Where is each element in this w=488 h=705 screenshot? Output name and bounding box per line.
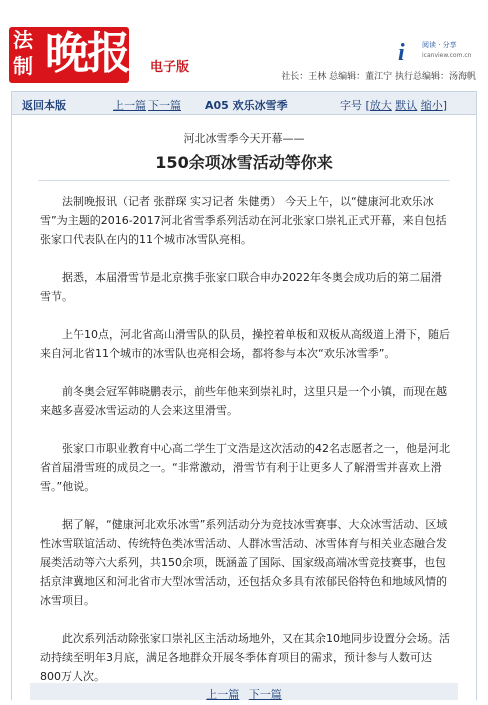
page-section-label[interactable]: A05 欢乐冰雪季	[205, 99, 288, 112]
font-default-link[interactable]: 默认	[395, 99, 418, 112]
editor-credits: 社长：王林 总编辑：董江宁 执行总编辑：汤海帆	[281, 72, 476, 82]
article-paragraph: 据了解，“健康河北欢乐冰雪”系列活动分为竞技冰雪赛事、大众冰雪活动、区域性冰雪联谊活动、传统特色类冰雪活动、人群冰雪活动、冰雪体育与相关业态融合发展类活动等六大系列，共150余项，既涵盖了国际、国家级高端冰雪竞技赛事，也包括京津冀地区和河北省市大型冰雪活动，还包括众多具有浓郁民俗特色和地域风情的冰雪项目。	[40, 518, 448, 607]
font-enlarge-link[interactable]: 放大	[369, 99, 392, 112]
article-paragraph: 此次系列活动除张家口崇礼区主活动场地外，又在其余10地同步设置分会场。活动持续至明年3月底，满足各地群众开展冬季体育项目的需求，预计参与人数可达800万人次。	[40, 632, 450, 683]
masthead	[0, 0, 488, 86]
bracket-close: ]	[442, 99, 448, 112]
brand-url: icanview.com.cn	[422, 52, 472, 59]
brand-tagline: 阅读 · 分享	[422, 41, 457, 49]
article-body	[40, 192, 450, 705]
article-paragraph: 前冬奥会冠军韩晓鹏表示，前些年他来到崇礼时，这里只是一个小镇，而现在越来越多喜爱冰雪运动的人会来这里滑雪。	[40, 385, 447, 417]
next-article-link[interactable]: 下一篇	[148, 99, 181, 112]
font-shrink-link[interactable]: 缩小	[420, 99, 443, 112]
article-paragraph: 张家口市职业教育中心高二学生丁文浩是这次活动的42名志愿者之一，他是河北省首届滑雪班的成员之一。“非常激动，滑雪节有利于让更多人了解滑雪并喜欢上滑雪。”他说。	[40, 442, 450, 493]
ican-icon: i	[398, 40, 405, 66]
bottom-prev-article-link[interactable]: 上一篇	[206, 688, 240, 701]
bracket-open: [	[365, 99, 370, 112]
article-paragraph: 法制晚报讯（记者 张群琛 实习记者 朱健勇） 今天上午，以“健康河北欢乐冰雪”为主题的2016-2017河北省雪季系列活动在河北张家口崇礼正式开幕，来自包括张家口代表队在内的11个城市冰雪队亮相。	[40, 195, 447, 246]
logo-char-fa: 法	[13, 28, 33, 52]
edition-label: 电子版	[150, 60, 190, 75]
newspaper-logo[interactable]	[9, 27, 129, 83]
back-to-page-link[interactable]: 返回本版	[22, 99, 66, 112]
font-size-controls	[340, 97, 447, 113]
article-kicker: 河北冰雪季今天开幕——	[183, 132, 305, 145]
prev-article-link[interactable]: 上一篇	[113, 99, 146, 112]
logo-char-zhi: 制	[13, 54, 33, 78]
article-navbar	[11, 91, 477, 115]
font-size-label: 字号	[340, 99, 362, 112]
article-headline: 150余项冰雪活动等你来	[155, 153, 333, 172]
logo-wanbao: 晚报	[45, 28, 129, 79]
headline-divider	[38, 180, 450, 181]
article-paragraph: 据悉，本届滑雪节是北京携手张家口联合申办2022年冬奥会成功后的第二届滑雪节。	[40, 271, 442, 303]
bottom-next-article-link[interactable]: 下一篇	[248, 688, 282, 701]
ican-brand-logo[interactable]	[398, 38, 478, 68]
article-paragraph: 上午10点，河北省高山滑雪队的队员，操控着单板和双板从高级道上滑下，随后来自河北省11个城市的冰雪队也亮相会场，都将参与本次“欢乐冰雪季”。	[40, 328, 450, 360]
